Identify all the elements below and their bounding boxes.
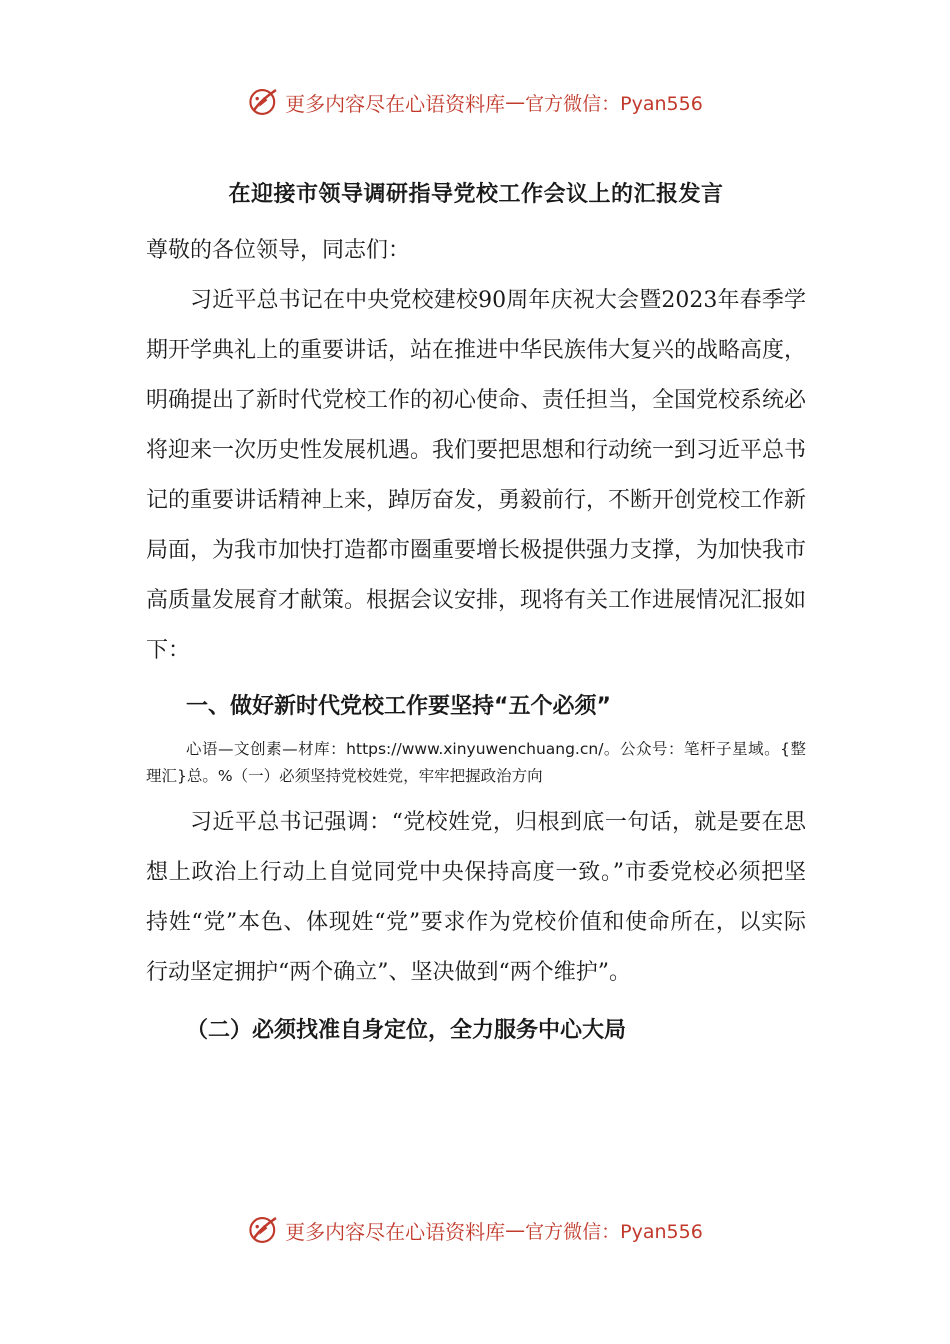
salutation: 尊敬的各位领导，同志们： xyxy=(146,238,411,263)
watermark-banner-top xyxy=(0,82,950,122)
pen-logo-icon xyxy=(247,85,281,119)
document-body xyxy=(146,172,806,1056)
watermark-dash: — xyxy=(505,90,526,114)
paragraph-intro: 习近平总书记在中央党校建校90周年庆祝大会暨2023年春季学期开学典礼上的重要讲话，站在推进中华民族伟大复兴的战略高度，明确提出了新时代党校工作的初心使命、责任担当，全国党校系统必将迎来一次历史性发展机遇。我们要把思想和行动统一到习近平总书记的重要讲话精神上来，踔厉奋发，勇毅前行，不断开创党校工作新局面，为我市加快打造都市圈重要增长极提供强力支撑，为加快我市高质量发展育才献策。根据会议安排，现将有关工作进展情况汇报如下： xyxy=(146,288,807,663)
sub-heading-2: （二）必须找准自身定位，全力服务中心大局 xyxy=(186,1018,627,1043)
watermark-dash: — xyxy=(505,1218,526,1242)
pen-logo-icon xyxy=(247,1213,281,1247)
section-heading-1: 一、做好新时代党校工作要坚持“五个必须” xyxy=(186,694,611,719)
watermark-main-text: 更多内容尽在心语资料库 xyxy=(285,1219,506,1244)
watermark-main-text: 更多内容尽在心语资料库 xyxy=(285,91,506,116)
watermark-sub-text: 官方微信：Pyan556 xyxy=(525,1220,703,1243)
document-title: 在迎接市领导调研指导党校工作会议上的汇报发言 xyxy=(228,182,724,207)
inserted-source-note: 心语—文创素—材库：https://www.xinyuwenchuang.cn/。公众号：笔杆子星域。{整理汇}总。%（一）必须坚持党校姓党，牢牢把握政治方向 xyxy=(146,740,806,785)
paragraph-party-nature: 习近平总书记强调：“党校姓党，归根到底一句话，就是要在思想上政治上行动上自觉同党中央保持高度一致。”市委党校必须把坚持姓“党”本色、体现姓“党”要求作为党校价值和使命所在，以实际行动坚定拥护“两个确立”、坚决做到“两个维护”。 xyxy=(146,810,806,985)
watermark-banner-bottom xyxy=(0,1210,950,1250)
watermark-sub-text: 官方微信：Pyan556 xyxy=(525,92,703,115)
